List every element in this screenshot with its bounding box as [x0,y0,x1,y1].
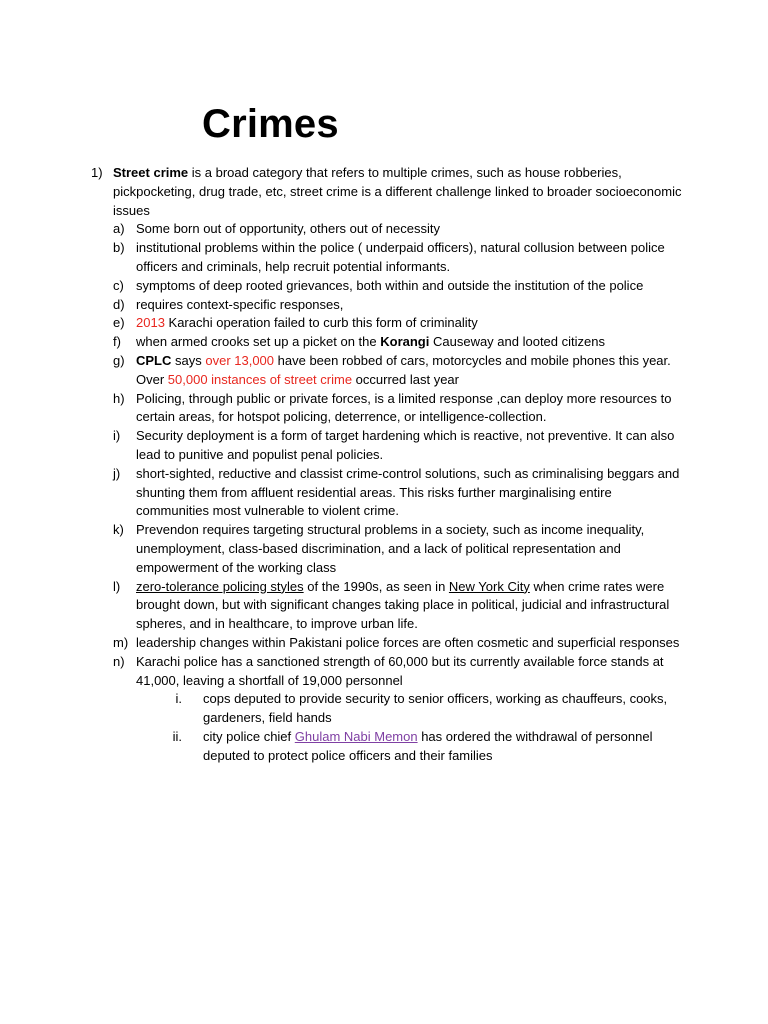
item-text: Prevendon requires targeting structural problems in a society, such as income inequality, unemployment, class-based discrimination, and a lack of political representation and empowerment of the working class [136,522,645,575]
item-text: is a broad category that refers to multiple crimes, such as house robberies, pickpocketing, drug trade, etc, street crime is a different challenge linked to broader socioeconomic issues [113,165,682,218]
list-item-street-crime [0,164,768,220]
item-text: city police chief [203,728,295,744]
item-text: cops deputed to provide security to senior officers, working as chauffeurs, cooks, gardeners, field hands [203,691,668,726]
ghulam-nabi-memon-link[interactable]: Ghulam Nabi Memon [294,728,418,744]
sub-item-a [0,220,768,239]
highlight-year: 2013 [136,315,165,331]
item-text: Karachi operation failed to curb this form of criminality [164,315,478,331]
item-text: of the 1990s, as seen in [303,578,449,594]
main-list [0,164,768,766]
list-marker: i. [175,691,182,707]
item-text: requires context-specific responses, [136,296,344,312]
org-name: CPLC [136,352,172,368]
list-marker: 1) [91,165,103,180]
list-marker: e) [113,315,125,331]
item-text: Karachi police has a sanctioned strength of 60,000 but its currently available force stands at 41,000, leaving a shortfall of 19,000 personnel [136,653,664,688]
sub-item-g [0,352,768,390]
sub-item-j [0,465,768,521]
item-text: says [171,352,206,368]
place-name: Korangi [380,334,430,350]
sub-item-b [0,239,768,277]
item-text: Causeway and looted citizens [429,334,605,350]
list-marker: ii. [172,728,182,744]
sub-item-m [0,634,768,653]
highlight-figure: over 13,000 [205,352,275,368]
sub-item-d [0,296,768,315]
list-marker: n) [113,653,125,669]
item-text: has ordered the withdrawal of personnel deputed to protect police officers and their families [203,728,653,763]
item-text: short-sighted, reductive and classist crime-control solutions, such as criminalising beggars and shunting them from affluent residential areas. This risks further marginalising entire communities most vulnerable to violent crime. [136,465,680,519]
item-text: occurred last year [352,371,459,387]
sub-item-l [0,578,768,634]
sub-sub-item-i [0,690,768,728]
list-marker: f) [113,334,121,350]
page-title: Crimes [202,102,339,146]
list-marker: g) [113,352,125,368]
zero-tolerance-link[interactable]: zero-tolerance policing styles [136,578,304,594]
sub-item-e [0,314,768,333]
sub-item-i [0,427,768,465]
list-marker: k) [113,522,124,538]
item-text: when crime rates were brought down, but with significant changes taking place in political, judicial and infrastructural spheres, and in healthcare, to improve urban life. [136,578,670,632]
sub-item-c [0,277,768,296]
list-marker: h) [113,390,125,406]
sub-item-k [0,521,768,577]
item-text: Policing, through public or private forces, is a limited response ,can deploy more resources to certain areas, for hotspot policing, deterrence, or intelligence-collection. [136,390,672,425]
item-text: institutional problems within the police ( underpaid officers), natural collusion between police officers and criminals, help recruit potential informants. [136,240,665,274]
term-street-crime: Street crime [113,165,189,180]
sub-sub-item-ii [0,728,768,766]
sub-item-h [0,390,768,428]
list-marker: m) [113,634,129,650]
list-marker: i) [113,428,121,444]
list-marker: b) [113,240,125,256]
item-text: Security deployment is a form of target hardening which is reactive, not preventive. It can also lead to punitive and populist penal policies. [136,428,675,462]
list-marker: j) [113,465,121,481]
item-text: leadership changes within Pakistani police forces are often cosmetic and superficial responses [136,634,680,650]
sub-item-f [0,333,768,352]
sub-item-n [0,653,768,691]
list-marker: a) [113,221,125,237]
item-text: symptoms of deep rooted grievances, both within and outside the institution of the police [136,277,644,293]
list-marker: d) [113,296,125,312]
new-york-city-link[interactable]: New York City [448,578,530,594]
item-text: when armed crooks set up a picket on the [136,334,381,350]
item-text: Some born out of opportunity, others out of necessity [136,221,440,237]
item-text: have been robbed of cars, motorcycles and mobile phones this year. Over [136,352,671,387]
highlight-figure: 50,000 instances of street crime [167,371,353,387]
list-marker: l) [113,578,121,594]
list-marker: c) [113,277,124,293]
